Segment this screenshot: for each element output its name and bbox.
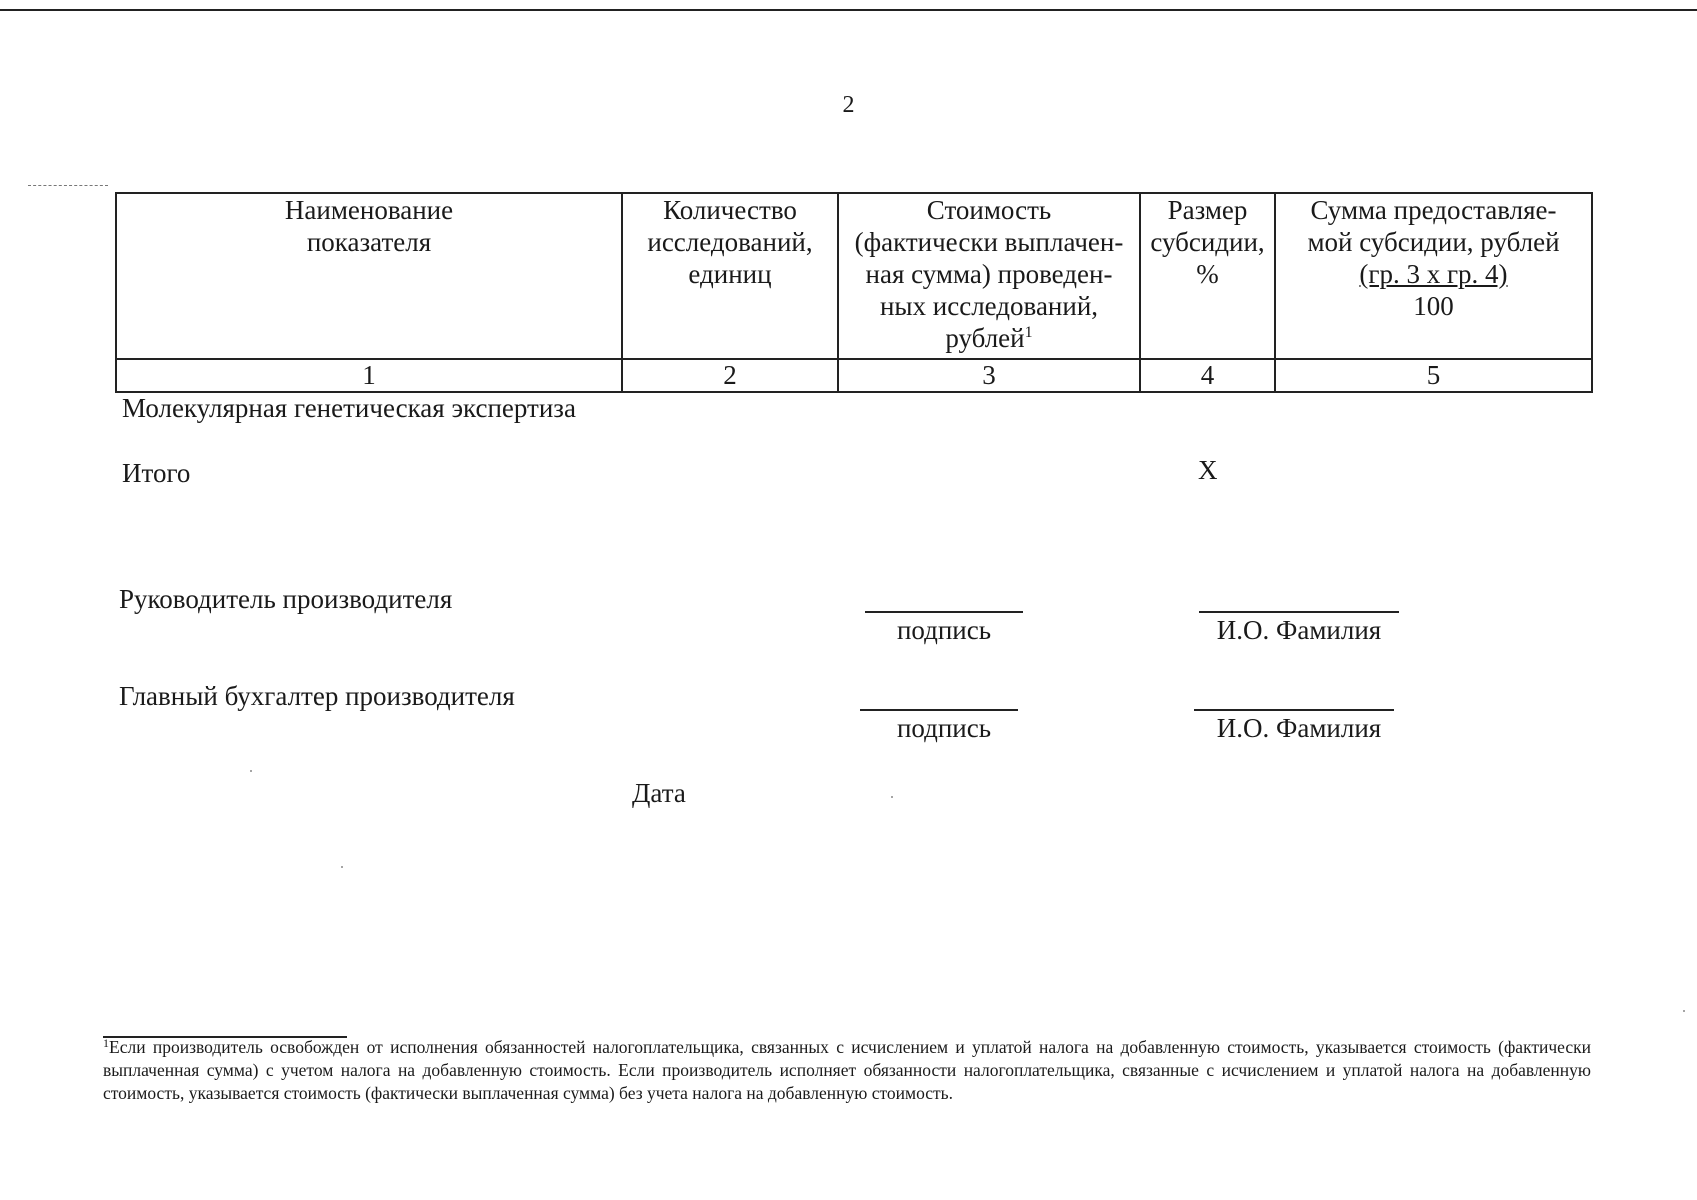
signer-role-director: Руководитель производителя bbox=[119, 584, 453, 614]
column-number: 2 bbox=[622, 359, 838, 392]
signature-caption-accountant: подпись bbox=[896, 713, 992, 743]
header-subsidy-amount bbox=[1275, 193, 1592, 359]
header-line: % bbox=[1196, 259, 1219, 289]
header-line: Стоимость bbox=[926, 195, 1052, 225]
header-line: субсидии, bbox=[1150, 227, 1265, 257]
column-number: 5 bbox=[1275, 359, 1592, 392]
column-number: 4 bbox=[1140, 359, 1275, 392]
total-label: Итого bbox=[122, 458, 191, 488]
header-cost bbox=[838, 193, 1140, 359]
signature-caption-director: подпись bbox=[896, 615, 992, 645]
name-caption-director: И.О. Фамилия bbox=[1216, 615, 1382, 645]
header-line: показателя bbox=[306, 227, 432, 257]
name-caption-accountant: И.О. Фамилия bbox=[1216, 713, 1382, 743]
table-header-row bbox=[116, 193, 1592, 359]
header-line: исследований, bbox=[647, 227, 813, 257]
header-line: Размер bbox=[1167, 195, 1248, 225]
header-research-count bbox=[622, 193, 838, 359]
column-number-row bbox=[116, 359, 1592, 392]
header-line: (фактически выплачен- bbox=[854, 227, 1124, 257]
header-line: ных исследований, bbox=[879, 291, 1099, 321]
footnote-reference: 1 bbox=[1024, 324, 1033, 341]
scan-speck bbox=[1683, 1010, 1685, 1012]
date-label: Дата bbox=[632, 778, 686, 808]
total-percent-placeholder: Х bbox=[1198, 455, 1218, 485]
footnote-text: Если производитель освобожден от исполнения обязанностей налогоплательщика, связанных с исчислением и уплатой налога на добавленную стоимость, указывается стоимость (фактически выплаченная сумма) с учетом налога на добавленную стоимость. Если производитель исполняет обязанности налогоплательщика, связанные с исчислением и уплатой налога на добавленную стоимость, указывается стоимость (фактически выплаченная сумма) без учета налога на добавленную стоимость. bbox=[103, 1037, 1591, 1103]
header-line: Количество bbox=[663, 195, 797, 225]
scan-speck bbox=[250, 770, 252, 772]
footnote-mark: 1 bbox=[103, 1036, 109, 1050]
header-line: Наименование bbox=[284, 195, 454, 225]
signer-role-accountant: Главный бухгалтер производителя bbox=[119, 681, 515, 711]
header-line: мой субсидии, рублей bbox=[1307, 227, 1560, 257]
signature-line-accountant bbox=[860, 709, 1018, 711]
header-line: Сумма предоставляе- bbox=[1310, 195, 1557, 225]
column-number: 3 bbox=[838, 359, 1140, 392]
page-number: 2 bbox=[842, 92, 855, 118]
signature-line-director bbox=[865, 611, 1023, 613]
header-subsidy-rate bbox=[1140, 193, 1275, 359]
subsidy-table bbox=[115, 192, 1593, 393]
scan-speck bbox=[341, 866, 343, 868]
column-number: 1 bbox=[116, 359, 622, 392]
top-border-line bbox=[0, 9, 1697, 11]
header-line: ная сумма) проведен- bbox=[865, 259, 1113, 289]
header-line bbox=[843, 322, 1135, 354]
header-indicator-name bbox=[116, 193, 622, 359]
name-line-accountant bbox=[1194, 709, 1394, 711]
footnote bbox=[103, 1036, 1591, 1105]
header-line: единиц bbox=[688, 259, 772, 289]
name-line-director bbox=[1199, 611, 1399, 613]
header-formula: (гр. 3 х гр. 4) bbox=[1359, 259, 1508, 289]
margin-dash-marks bbox=[28, 185, 108, 186]
row-title: Молекулярная генетическая экспертиза bbox=[122, 393, 576, 423]
header-line-text: рублей bbox=[945, 323, 1025, 353]
scan-speck bbox=[891, 796, 893, 798]
header-divisor: 100 bbox=[1413, 291, 1454, 321]
